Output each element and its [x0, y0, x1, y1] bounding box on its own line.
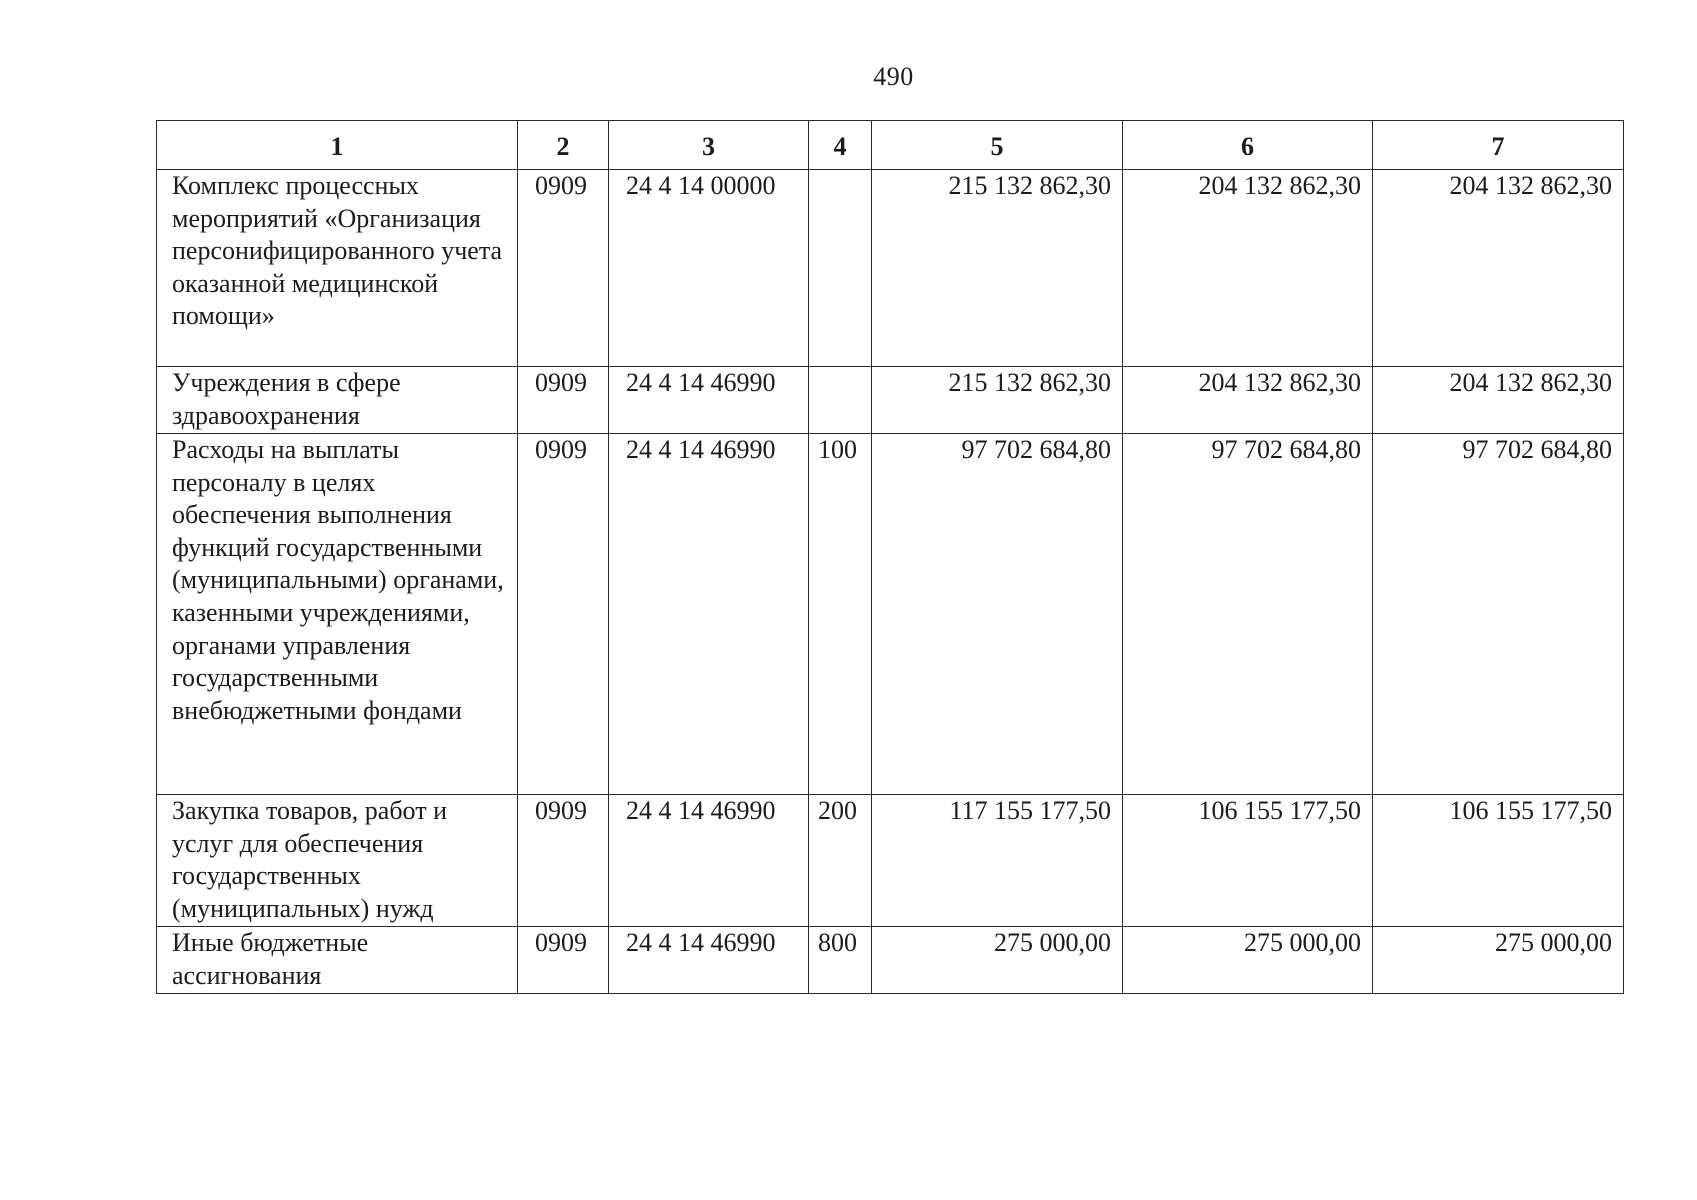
column-header-3: 3	[609, 121, 809, 170]
amount-col5-cell: 215 132 862,30	[872, 170, 1123, 367]
section-code-cell: 0909	[518, 367, 609, 434]
expense-type-cell: 100	[809, 434, 872, 795]
amount-col7-cell: 106 155 177,50	[1373, 795, 1624, 927]
column-header-5: 5	[872, 121, 1123, 170]
section-code-cell: 0909	[518, 170, 609, 367]
page-number: 490	[873, 62, 914, 91]
row-name-cell: Закупка товаров, работ и услуг для обеспечения государственных (муниципальных) нужд	[157, 795, 518, 927]
table-row	[157, 367, 1624, 434]
amount-col6-cell: 204 132 862,30	[1123, 170, 1373, 367]
amount-col6-cell: 106 155 177,50	[1123, 795, 1373, 927]
row-name-cell: Комплекс процессных мероприятий «Организация персонифицированного учета оказанной медицинской помощи»	[157, 170, 518, 367]
target-article-cell: 24 4 14 46990	[609, 795, 809, 927]
row-name-cell: Учреждения в сфере здравоохранения	[157, 367, 518, 434]
column-header-4: 4	[809, 121, 872, 170]
amount-col5-cell: 275 000,00	[872, 927, 1123, 994]
row-name-cell: Расходы на выплаты персоналу в целях обеспечения выполнения функций государственными (муниципальными) органами, казенными учреждениями, органами управления государственными внебюджетными фондами	[157, 434, 518, 795]
expense-type-cell	[809, 367, 872, 434]
table-header-row	[157, 121, 1624, 170]
expense-type-cell	[809, 170, 872, 367]
target-article-cell: 24 4 14 00000	[609, 170, 809, 367]
target-article-cell: 24 4 14 46990	[609, 367, 809, 434]
expense-type-cell: 200	[809, 795, 872, 927]
column-header-6: 6	[1123, 121, 1373, 170]
section-code-cell: 0909	[518, 927, 609, 994]
amount-col7-cell: 204 132 862,30	[1373, 367, 1624, 434]
amount-col6-cell: 204 132 862,30	[1123, 367, 1373, 434]
amount-col7-cell: 97 702 684,80	[1373, 434, 1624, 795]
amount-col5-cell: 215 132 862,30	[872, 367, 1123, 434]
amount-col6-cell: 97 702 684,80	[1123, 434, 1373, 795]
column-header-7: 7	[1373, 121, 1624, 170]
amount-col6-cell: 275 000,00	[1123, 927, 1373, 994]
expense-type-cell: 800	[809, 927, 872, 994]
amount-col7-cell: 204 132 862,30	[1373, 170, 1624, 367]
table-row	[157, 170, 1624, 367]
budget-table	[156, 120, 1624, 994]
amount-col5-cell: 97 702 684,80	[872, 434, 1123, 795]
row-name-cell: Иные бюджетные ассигнования	[157, 927, 518, 994]
target-article-cell: 24 4 14 46990	[609, 434, 809, 795]
amount-col7-cell: 275 000,00	[1373, 927, 1624, 994]
column-header-2: 2	[518, 121, 609, 170]
section-code-cell: 0909	[518, 795, 609, 927]
target-article-cell: 24 4 14 46990	[609, 927, 809, 994]
table-row	[157, 927, 1624, 994]
column-header-1: 1	[157, 121, 518, 170]
table-row	[157, 795, 1624, 927]
section-code-cell: 0909	[518, 434, 609, 795]
table-row	[157, 434, 1624, 795]
amount-col5-cell: 117 155 177,50	[872, 795, 1123, 927]
